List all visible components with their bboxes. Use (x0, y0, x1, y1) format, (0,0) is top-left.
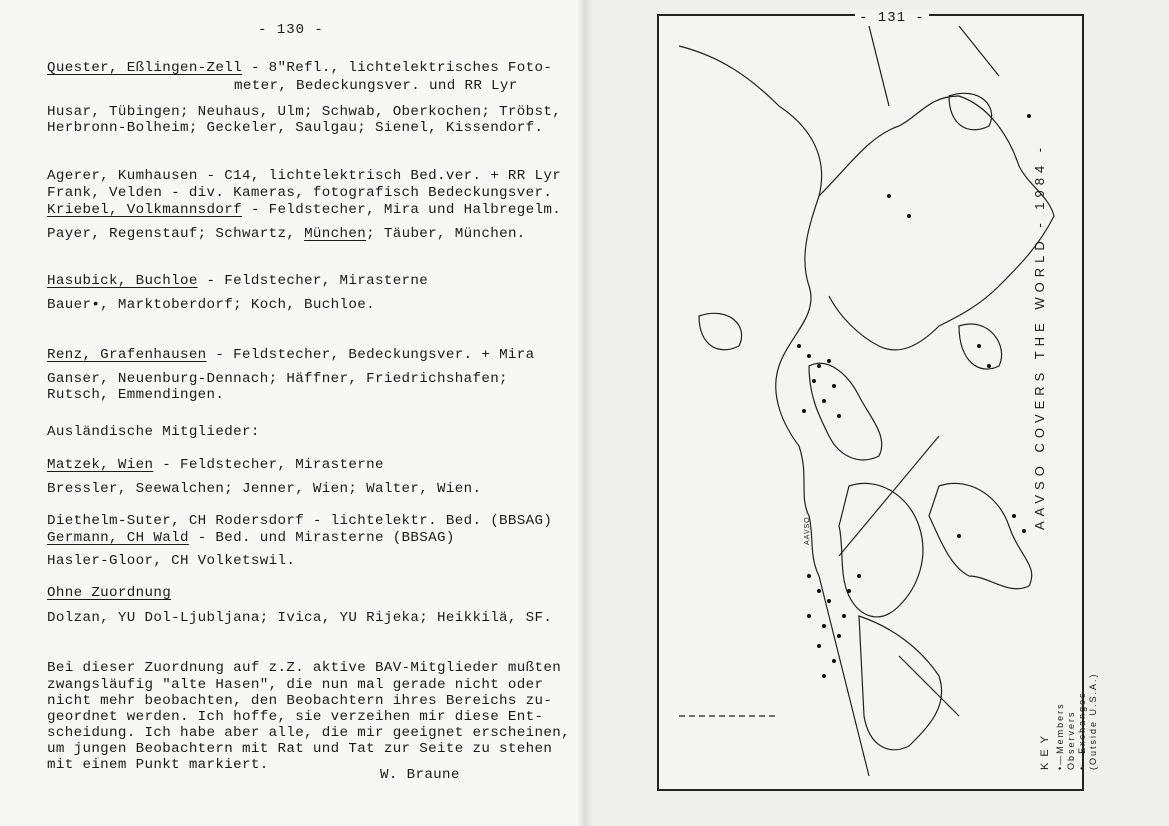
paragraph-line: nicht mehr beobachten, den Beobachtern ihres Bereichs zu- (47, 693, 553, 709)
members-line: Dolzan, YU Dol-Ljubljana; Ivica, YU Rijeka; Heikkilä, SF. (47, 610, 553, 626)
group-line: meter, Bedeckungsver. und RR Lyr (234, 78, 518, 94)
members-line: Bressler, Seewalchen; Jenner, Wien; Walter, Wien. (47, 481, 482, 497)
group-line (47, 202, 561, 218)
key-observers: Observers (1066, 710, 1076, 770)
key-outside-usa: (Outside U.S.A.) (1088, 672, 1098, 770)
key-title: KEY (1039, 729, 1051, 770)
members-text: Payer, Regenstauf; Schwartz, (47, 226, 305, 242)
group-details: - Bed. und Mirasterne (BBSAG) (188, 530, 455, 546)
section-heading: Ohne Zuordnung (47, 585, 172, 601)
group-leader: Germann, CH Wald (47, 530, 189, 546)
group-details: - Feldstecher, Mira und Halbregelm. (242, 202, 562, 218)
paragraph-line: um jungen Beobachtern mit Rat und Tat zur Seite zu stehen (47, 741, 553, 757)
group-line (47, 530, 455, 546)
paragraph-line: scheidung. Ich habe aber alle, die mir geeignet erscheinen, (47, 725, 570, 741)
group-details: - 8"Refl., lichtelektrisches Foto- (242, 60, 553, 76)
members-line: Rutsch, Emmendingen. (47, 387, 225, 403)
section-heading: Ausländische Mitglieder: (47, 424, 260, 440)
group-line (47, 457, 384, 473)
key-exchanges: •—Exchanges (1077, 691, 1087, 770)
group-leader: Matzek, Wien (47, 457, 154, 473)
group-leader: Kriebel, Volkmannsdorf (47, 202, 243, 218)
group-details: - Feldstecher, Mirasterne (197, 273, 429, 289)
paragraph-line: mit einem Punkt markiert. (47, 757, 269, 773)
map-title: AAVSO COVERS THE WORLD - 1984 - (1032, 142, 1047, 530)
paragraph-line: Bei dieser Zuordnung auf z.Z. aktive BAV-Mitglieder mußten (47, 660, 562, 676)
members-line: Herbronn-Bolheim; Geckeler, Saulgau; Sienel, Kissendorf. (47, 120, 544, 136)
group-details: - Feldstecher, Bedeckungsver. + Mira (206, 347, 535, 363)
page-number-left: - 130 - (258, 22, 324, 38)
member-dots (797, 114, 1031, 678)
signature: W. Braune (380, 767, 460, 783)
group-leader: Renz, Grafenhausen (47, 347, 207, 363)
members-line: Ganser, Neuenburg-Dennach; Häffner, Friedrichshafen; (47, 371, 508, 387)
members-text: ; Täuber, München. (366, 226, 526, 242)
book-gutter (578, 0, 592, 826)
group-details: - Feldstecher, Mirasterne (153, 457, 384, 473)
group-line: Frank, Velden - div. Kameras, fotografisch Bedeckungsver. (47, 185, 553, 201)
group-line: Diethelm-Suter, CH Rodersdorf - lichtelektr. Bed. (BBSAG) (47, 513, 553, 529)
members-line (47, 226, 526, 242)
group-leader: Hasubick, Buchloe (47, 273, 198, 289)
map-label: AAVSO (804, 516, 811, 545)
group-line (47, 60, 552, 76)
paragraph-line: geordnet werden. Ich hoffe, sie verzeihen mir diese Ent- (47, 709, 544, 725)
members-line: Bauer•, Marktoberdorf; Koch, Buchloe. (47, 297, 375, 313)
members-text-underlined: München (304, 226, 367, 242)
paragraph-line: zwangsläufig "alte Hasen", die nun mal gerade nicht oder (47, 677, 544, 693)
key-members: •—Members (1055, 702, 1065, 770)
world-map-figure (657, 14, 1084, 791)
members-line: Hasler-Gloor, CH Volketswil. (47, 553, 296, 569)
group-line (47, 347, 535, 363)
group-line: Agerer, Kumhausen - C14, lichtelektrisch Bed.ver. + RR Lyr (47, 168, 562, 184)
group-line (47, 273, 428, 289)
world-map-outline (659, 16, 1082, 789)
group-leader: Quester, Eßlingen-Zell (47, 60, 243, 76)
members-line: Husar, Tübingen; Neuhaus, Ulm; Schwab, Oberkochen; Tröbst, (47, 104, 562, 120)
page-number-right: - 131 - (855, 10, 929, 26)
